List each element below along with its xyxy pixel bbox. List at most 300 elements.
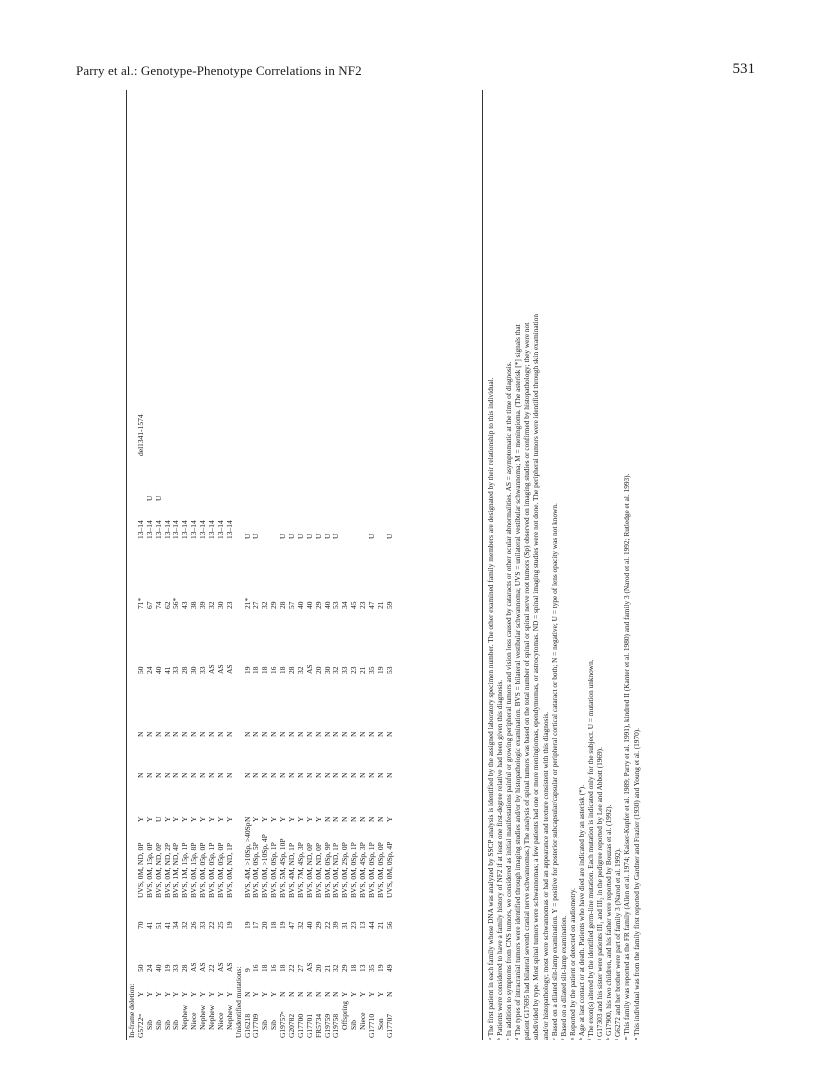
cell-cataract: N <box>322 816 332 822</box>
footnote: ʲ G17303 and his sister were patients III₁ and III₂ in the pedigree reported by Lee and Abbott (1969). <box>595 747 605 1040</box>
cell-mgn: N <box>215 772 225 778</box>
cell-tumor-findings: BVS, 0M, 2Sp, 0P <box>340 842 350 898</box>
cell-mgn: N <box>384 772 394 778</box>
cell-exon: 13–14 <box>171 520 181 539</box>
cell-age-last-contact: 45 <box>349 601 359 609</box>
cell-subject-id: Sib <box>162 1019 172 1030</box>
cell-other: N <box>189 731 199 737</box>
cell-cataract: Y <box>295 816 305 822</box>
cell-age-last-contact: 40 <box>322 601 332 609</box>
footnote: patient G17695 had bilateral seventh cranial nerve schwannomas.) The analysis of spinal tumors was based on the total number of spinal or spinal nerve root tumors (Sp) observed on imaging studies or confirmed by histopathology; they were not <box>522 322 532 1040</box>
cell-other: N <box>251 731 261 737</box>
cell-tumor-findings: BVS, 0M, ND, 0P <box>153 842 163 898</box>
cell-family-history: Y <box>358 991 368 997</box>
cell-tumor-findings: BVS, 1M, ND, 4P <box>171 842 181 898</box>
cell-age-diagnosis: 25 <box>215 921 225 929</box>
cell-cataract: Y <box>278 816 288 822</box>
cell-other: N <box>242 731 252 737</box>
cell-hearing-loss-age: 35 <box>367 666 377 674</box>
cell-age-last-contact: 71* <box>135 597 145 609</box>
cell-age-onset: 49 <box>384 964 394 972</box>
cell-mgn: N <box>198 772 208 778</box>
cell-age-last-contact: 30 <box>215 601 225 609</box>
cell-age-onset: 22 <box>287 964 297 972</box>
cell-age-onset: 24 <box>144 964 154 972</box>
cell-age-diagnosis: 47 <box>287 921 297 929</box>
cell-family-history: Y <box>367 991 377 997</box>
cell-subject-id: Sib <box>260 1019 270 1030</box>
cell-mgn: N <box>331 772 341 778</box>
cell-family-history: Y <box>349 991 359 997</box>
cell-cataract: Y <box>144 816 154 822</box>
cell-exon: U <box>331 533 341 539</box>
footnote: ᵇ Patients were considered to have a family history of NF2 if at least one first-degree relative had been given this diagnosis. <box>495 679 505 1040</box>
cell-hearing-loss-age: 53 <box>384 666 394 674</box>
cell-age-onset: 9 <box>242 968 252 972</box>
cell-subject-id: G17707 <box>384 1013 394 1038</box>
cell-age-last-contact: 43 <box>180 601 190 609</box>
cell-mgn: N <box>304 772 314 778</box>
cell-other: N <box>384 731 394 737</box>
cell-age-onset: 32 <box>331 964 341 972</box>
cell-age-onset: 33 <box>171 964 181 972</box>
cell-tumor-findings: BVS, 4M, >10Sp, >40Sp <box>242 822 252 898</box>
cell-hearing-loss-age: 41 <box>162 666 172 674</box>
footnote: subdivided by type. Most spinal tumors were schwannomas; a few patients had one or more meningiomas, ependymomas, or astrocytomas. ND = spinal imaging studies were not done. The peripheral tumors were identified through skin examination <box>531 313 541 1040</box>
cell-subject-id: Niece <box>215 1012 225 1030</box>
cell-age-last-contact: 56* <box>171 597 181 609</box>
cell-other: N <box>260 731 270 737</box>
cell-family-history: Y <box>224 991 234 997</box>
cell-age-last-contact: 29 <box>313 601 323 609</box>
cell-age-onset: 29 <box>340 964 350 972</box>
cell-exon: U <box>322 533 332 539</box>
cell-mgn: N <box>135 772 145 778</box>
cell-family-history: N <box>287 991 297 997</box>
cell-family-history: Y <box>144 991 154 997</box>
cell-mgn: N <box>162 772 172 778</box>
cell-other: N <box>340 731 350 737</box>
footnote: ᵍ Reported by the patient or detected on audiometry. <box>567 888 577 1040</box>
cell-family-history: Y <box>135 991 145 997</box>
cell-age-last-contact: 28 <box>278 601 288 609</box>
cell-age-diagnosis: 32 <box>295 921 305 929</box>
cell-age-last-contact: 21 <box>375 601 385 609</box>
cell-age-last-contact: 39 <box>198 601 208 609</box>
cell-tumor-findings: UVS, 0M, 0Sp, 4P <box>384 841 394 898</box>
cell-tumor-findings: BVS, 0M, 15p, 8P <box>189 842 199 898</box>
cell-tumor-findings: BVS, 0M, ND, 0P <box>313 842 323 898</box>
table-bottom-rule <box>482 90 483 1040</box>
section-label: In-frame deletion: <box>127 983 136 1038</box>
cell-exon: U <box>278 533 288 539</box>
cell-subject-id: G19757ⁿ <box>278 1011 288 1038</box>
cell-age-last-contact: 67 <box>144 601 154 609</box>
footnote: ⁿ This individual was from the family first reported by Gardner and Frazier (1930) and Young et al. (1970). <box>631 727 641 1040</box>
cell-age-onset: 18 <box>278 964 288 972</box>
cell-other: N <box>358 731 368 737</box>
cell-age-last-contact: 23 <box>358 601 368 609</box>
cell-mgn: N <box>189 772 199 778</box>
cell-subject-id: G19758 <box>331 1013 341 1038</box>
page-number: 531 <box>732 61 755 77</box>
cell-hearing-loss-age: 33 <box>340 666 350 674</box>
cell-tumor-findings: BVS, 0M, 0Sp, 1P <box>349 842 359 898</box>
cell-cataract: Y <box>207 816 217 822</box>
cell-tumor-findings: BVS, 0M, ND, 0P <box>304 842 314 898</box>
cell-age-last-contact: 47 <box>367 601 377 609</box>
footnote: ⁱ The exon(s) altered by the identified germ-line mutation. Each mutation is indicated only for the subject. U = mutation unknown. <box>586 659 596 1040</box>
cell-hearing-loss-age: 30 <box>322 666 332 674</box>
cell-other: N <box>180 731 190 737</box>
cell-tumor-findings: BVS, 0M, ND, 1P <box>224 842 234 898</box>
cell-exon: 13–14 <box>135 520 145 539</box>
cell-family-history: N <box>295 991 305 997</box>
cell-tumor-findings: BVS, 4M, ND, 1P <box>287 842 297 898</box>
cell-tumor-findings: BVS, 0M, 0Sp, 9P <box>322 842 332 898</box>
cell-hearing-loss-age: 16 <box>269 666 279 674</box>
cell-exon: 13–14 <box>189 520 199 539</box>
cell-hearing-loss-age: 33 <box>171 666 181 674</box>
table-row <box>226 90 235 1040</box>
cell-subject-id: Sib <box>144 1019 154 1030</box>
cell-hearing-loss-age: 40 <box>153 666 163 674</box>
cell-age-diagnosis: 33 <box>198 921 208 929</box>
cell-mgn: N <box>349 772 359 778</box>
cell-family-history: Y <box>375 991 385 997</box>
cell-other: N <box>198 731 208 737</box>
footnote: ᶠ Based on a dilated slit-lamp examination. <box>558 915 568 1040</box>
cell-age-diagnosis: 20 <box>260 921 270 929</box>
cell-age-diagnosis: 19 <box>242 921 252 929</box>
cell-mgn: N <box>260 772 270 778</box>
cell-exon: U <box>242 533 252 539</box>
cell-exon: 13–14 <box>224 520 234 539</box>
cell-exon: 13–14 <box>215 520 225 539</box>
cell-cataract: Y <box>384 816 394 822</box>
cell-cataract: Y <box>251 816 261 822</box>
cell-family-history: Y <box>251 991 261 997</box>
cell-age-diagnosis: 29 <box>313 921 323 929</box>
cell-age-onset: 50 <box>135 964 145 972</box>
cell-hearing-loss-age: 21 <box>358 666 368 674</box>
cell-mgn: N <box>322 772 332 778</box>
cell-tumor-findings: UVS, 0M, ND, 0P <box>135 842 145 898</box>
cell-tumor-findings: BVS, 0M, 0Sp, 1P <box>367 842 377 898</box>
cell-other: N <box>162 731 172 737</box>
cell-mgn: N <box>340 772 350 778</box>
cell-age-onset: AS <box>224 962 234 972</box>
cell-age-last-contact: 29 <box>269 601 279 609</box>
cell-cataract: U <box>153 816 163 822</box>
cell-subject-id: Niece <box>358 1012 368 1030</box>
cell-family-history: N <box>278 991 288 997</box>
cell-age-onset: 18 <box>260 964 270 972</box>
cell-hearing-loss-age: AS <box>224 664 234 674</box>
cell-flag: U <box>153 495 163 501</box>
cell-mgn: N <box>269 772 279 778</box>
cell-subject-id: Sib <box>153 1019 163 1030</box>
cell-age-diagnosis: 18 <box>269 921 279 929</box>
cell-exon: U <box>251 533 261 539</box>
cell-tumor-findings: BVS, 0M, 05p, 0P <box>215 842 225 898</box>
cell-exon: 13–14 <box>162 520 172 539</box>
cell-age-diagnosis: 44 <box>367 921 377 929</box>
cell-subject-id: Nephew <box>180 1005 190 1030</box>
cell-other: N <box>367 731 377 737</box>
cell-tumor-findings: BVS, 0M, >10Sp, 4P <box>260 834 270 898</box>
cell-mgn: N <box>251 772 261 778</box>
cell-mgn: N <box>207 772 217 778</box>
cell-mgn: N <box>375 772 385 778</box>
cell-other: N <box>144 731 154 737</box>
running-head: Parry et al.: Genotype-Phenotype Correlations in NF2 <box>76 63 362 78</box>
cell-family-history: Y <box>153 991 163 997</box>
cell-tumor-findings: BVS, 0M, 4Sp, 3P <box>358 842 368 898</box>
footnote: and/or histopathology; most were schwannomas or had an appearance and texture consistent with this diagnosis. <box>540 711 550 1040</box>
footnote: ᵉ Based on a dilated slit-lamp examination. Y = positive for posterior subcapsular/capsular or peripheral cortical cataract or both; N = negative; U = type of lens opacity was not known. <box>549 503 559 1040</box>
cell-tumor-findings: BVS, 0M, 15p, 0P <box>144 842 154 898</box>
cell-subject-id: G20782 <box>287 1013 297 1038</box>
cell-mgn: N <box>358 772 368 778</box>
cell-age-diagnosis: 17 <box>251 921 261 929</box>
cell-age-onset: 28 <box>180 964 190 972</box>
cell-family-history: Y <box>162 991 172 997</box>
cell-cataract: Y <box>171 816 181 822</box>
cell-cataract: Y <box>180 816 190 822</box>
cell-exon: U <box>367 533 377 539</box>
cell-subject-id: Nephew <box>207 1005 217 1030</box>
cell-tumor-findings: BVS, 1M, 15p, 1P <box>180 842 190 898</box>
cell-mgn: N <box>278 772 288 778</box>
footnote: ᵃ The first patient in each family whose DNA was analyzed by SSCP analysis is identified by the assigned laboratory specimen number. The other examined family members are designated by their relationship to this individual. <box>486 377 495 1040</box>
cell-cataract: Y <box>198 816 208 822</box>
cell-age-last-contact: 34 <box>340 601 350 609</box>
cell-age-last-contact: 38 <box>189 601 199 609</box>
cell-other: N <box>278 731 288 737</box>
cell-cataract: Y <box>215 816 225 822</box>
cell-subject-id: G17710 <box>367 1013 377 1038</box>
cell-subject-id: G5722ᵐ <box>135 1013 145 1038</box>
cell-flag: U <box>144 495 154 501</box>
cell-family-history: Y <box>171 991 181 997</box>
cell-hearing-loss-age: 18 <box>251 666 261 674</box>
cell-hearing-loss-age: 23 <box>349 666 359 674</box>
cell-family-history: N <box>313 991 323 997</box>
cell-cataract: Y <box>269 816 279 822</box>
cell-age-diagnosis: 70 <box>135 921 145 929</box>
cell-age-diagnosis: 41 <box>162 921 172 929</box>
cell-age-onset: 21 <box>322 964 332 972</box>
cell-cataract: N <box>340 816 350 822</box>
cell-cataract: Y <box>260 816 270 822</box>
cell-cataract: Y <box>287 816 297 822</box>
cell-tumor-findings: BVS, 0M, ND, 2P <box>162 842 172 898</box>
cell-subject-id: G17709 <box>251 1013 261 1038</box>
cell-age-diagnosis: 41 <box>144 921 154 929</box>
cell-age-last-contact: 74 <box>153 601 163 609</box>
cell-age-diagnosis: 23 <box>349 921 359 929</box>
cell-mgn: N <box>171 772 181 778</box>
cell-age-last-contact: 53 <box>331 601 341 609</box>
cell-cataract: Y <box>313 816 323 822</box>
cell-age-diagnosis: 19 <box>278 921 288 929</box>
cell-hearing-loss-age: AS <box>304 664 314 674</box>
cell-other: N <box>224 731 234 737</box>
cell-other: N <box>135 731 145 737</box>
cell-age-last-contact: 23 <box>224 601 234 609</box>
cell-age-onset: 22 <box>207 964 217 972</box>
table-top-rule <box>126 90 127 1040</box>
cell-family-history: N <box>304 991 314 997</box>
cell-other: N <box>349 731 359 737</box>
cell-subject-id: G17701 <box>304 1013 314 1038</box>
cell-age-onset: AS <box>189 962 199 972</box>
cell-hearing-loss-age: 33 <box>198 666 208 674</box>
cell-age-onset: 13 <box>358 964 368 972</box>
cell-mgn: N <box>242 772 252 778</box>
cell-hearing-loss-age: AS <box>215 664 225 674</box>
cell-cataract: N <box>331 816 341 822</box>
cell-family-history: Y <box>189 991 199 997</box>
cell-cataract: N <box>367 816 377 822</box>
cell-age-onset: 20 <box>313 964 323 972</box>
cell-mgn: N <box>313 772 323 778</box>
cell-tumor-findings: BVS, 0M, ND, 1P <box>331 842 341 898</box>
cell-age-onset: 16 <box>269 964 279 972</box>
cell-other: N <box>207 731 217 737</box>
cell-subject-id: Nephew <box>198 1005 208 1030</box>
cell-other: N <box>322 731 332 737</box>
cell-other: N <box>304 731 314 737</box>
cell-exon: U <box>287 533 297 539</box>
cell-hearing-loss-age: 32 <box>295 666 305 674</box>
cell-age-onset: AS <box>304 962 314 972</box>
cell-exon: 13–14 <box>144 520 154 539</box>
cell-mgn: N <box>224 772 234 778</box>
cell-hearing-loss-age: 19 <box>375 666 385 674</box>
cell-hearing-loss-age: 18 <box>260 666 270 674</box>
cell-age-onset: AS <box>215 962 225 972</box>
cell-other: N <box>171 731 181 737</box>
cell-age-diagnosis: 13 <box>358 921 368 929</box>
cell-cataract: N <box>242 816 252 822</box>
cell-age-diagnosis: 26 <box>189 921 199 929</box>
cell-age-onset: 40 <box>153 964 163 972</box>
cell-tumor-findings: BVS, 5M, 4Sp, 10P <box>278 838 288 898</box>
footnotes <box>486 90 641 1040</box>
cell-exon: 13–14 <box>180 520 190 539</box>
cell-age-last-contact: 21* <box>242 597 252 609</box>
cell-family-history: Y <box>215 991 225 997</box>
cell-hearing-loss-age: 50 <box>135 666 145 674</box>
cell-age-diagnosis: 39 <box>331 921 341 929</box>
cell-exon: U <box>304 533 314 539</box>
cell-exon: U <box>313 533 323 539</box>
cell-age-onset: 27 <box>295 964 305 972</box>
cell-age-diagnosis: 22 <box>207 921 217 929</box>
cell-mgn: N <box>367 772 377 778</box>
cell-age-onset: AS <box>198 962 208 972</box>
cell-mutation: del1341-1574 <box>135 414 145 456</box>
cell-family-history: Y <box>207 991 217 997</box>
cell-exon: 13–14 <box>198 520 208 539</box>
cell-hearing-loss-age: 32 <box>331 666 341 674</box>
cell-age-diagnosis: 21 <box>375 921 385 929</box>
section-label: Unidentified mutations: <box>233 966 243 1038</box>
cell-other: N <box>313 731 323 737</box>
cell-other: N <box>375 731 385 737</box>
cell-subject-id: G19759 <box>322 1013 332 1038</box>
cell-subject-id: Son <box>375 1018 385 1030</box>
cell-family-history: Y <box>269 991 279 997</box>
cell-other: N <box>215 731 225 737</box>
cell-exon: 13–14 <box>207 520 217 539</box>
cell-cataract: N <box>349 816 359 822</box>
cell-age-onset: 18 <box>349 964 359 972</box>
table-row <box>386 90 395 1040</box>
cell-age-diagnosis: 40 <box>304 921 314 929</box>
cell-age-last-contact: 40 <box>295 601 305 609</box>
footnote: ʰ Age at last contact or at death. Patients who have died are indicated by an asterisk (*). <box>576 784 586 1040</box>
cell-family-history: Y <box>198 991 208 997</box>
cell-hearing-loss-age: 24 <box>144 666 154 674</box>
cell-age-diagnosis: 22 <box>322 921 332 929</box>
cell-family-history: N <box>384 991 394 997</box>
cell-age-diagnosis: 34 <box>171 921 181 929</box>
cell-subject-id: Offspring <box>340 1000 350 1030</box>
cell-subject-id: G16218 <box>242 1013 252 1038</box>
cell-cataract: N <box>358 816 368 822</box>
cell-tumor-findings: BVS, 0M, 0Sp, 5P <box>251 842 261 898</box>
cell-age-last-contact: 57 <box>287 601 297 609</box>
cell-hearing-loss-age: 28 <box>287 666 297 674</box>
cell-other: N <box>287 731 297 737</box>
cell-subject-id: Sib <box>269 1019 279 1030</box>
cell-family-history: N <box>331 991 341 997</box>
cell-age-onset: 35 <box>367 964 377 972</box>
cell-mgn: N <box>287 772 297 778</box>
cell-age-last-contact: 59 <box>384 601 394 609</box>
cell-other: N <box>331 731 341 737</box>
cell-cataract: Y <box>162 816 172 822</box>
cell-cataract: Y <box>135 816 145 822</box>
cell-age-onset: 19 <box>162 964 172 972</box>
rotated-table-block <box>126 90 641 1040</box>
cell-hearing-loss-age: 28 <box>180 666 190 674</box>
cell-cataract: Y <box>224 816 234 822</box>
cell-tumor-findings: BVS, 0M, 05p, 0P <box>198 842 208 898</box>
footnote: ᶜ In addition to symptoms from CNS tumors, we considered as initial manifestations painful or growing peripheral tumors and vision loss caused by cataracts or other ocular abnormalities. AS = asymptomatic at the time of diagnosis. <box>504 361 514 1040</box>
cell-exon: U <box>384 533 394 539</box>
cell-family-history: N <box>322 991 332 997</box>
cell-mgn: N <box>153 772 163 778</box>
cell-exon: U <box>295 533 305 539</box>
cell-family-history: Y <box>340 991 350 997</box>
cell-tumor-findings: BVS, 0M, 0Sp, 0P <box>375 842 385 898</box>
cell-age-last-contact: 32 <box>207 601 217 609</box>
cell-hearing-loss-age: 30 <box>189 666 199 674</box>
cell-cataract: Y <box>189 816 199 822</box>
cell-subject-id: FR5734 <box>313 1013 323 1038</box>
cell-age-last-contact: 32 <box>260 601 270 609</box>
footnote: ᵐ This family was reported as the FR family (Allen et al. 1974; Kaiser-Kupfer et al. 1989; Parry et al. 1991), kindred II (Kanter et al. 1980) and family 3 (Narod et al. 1992; Rutledge et al. 1993). <box>622 473 632 1040</box>
cell-age-last-contact: 62 <box>162 601 172 609</box>
footnote: ᵈ The types of intracranial tumors were identified through imaging studies and/or by histopathologic examination. BVS = bilateral vestibular schwannoma; UVS = unilateral vestibular schwannoma; M = meningioma. (The asterisk [*] signals that <box>513 324 523 1040</box>
cell-hearing-loss-age: 18 <box>278 666 288 674</box>
cell-mgn: N <box>295 772 305 778</box>
footnote: ˡ G6272 and her brother were part of family 3 (Narod et al. 1992). <box>613 848 623 1040</box>
